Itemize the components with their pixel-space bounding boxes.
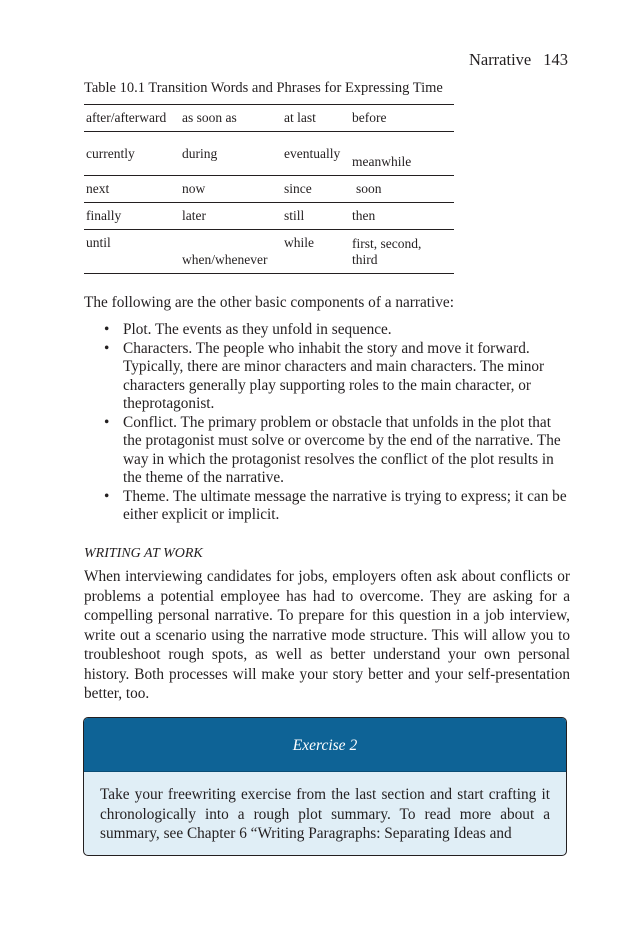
table-cell: later — [180, 203, 282, 230]
table-cell: before — [350, 105, 454, 132]
table-cell: eventually — [282, 132, 350, 176]
table-cell: still — [282, 203, 350, 230]
table-cell: since — [282, 176, 350, 203]
list-item: • Characters. The people who inhabit the story and move it forward. Typically, there are minor characters and main characters. The minor characters generally play supporting roles to the main character, or theprotagonist. — [123, 340, 569, 414]
table-cell: while — [282, 230, 350, 274]
table-row — [84, 203, 454, 230]
table-row — [84, 230, 454, 274]
writing-at-work-heading: WRITING AT WORK — [84, 546, 203, 561]
page-number: 143 — [543, 50, 568, 69]
list-item: • Plot. The events as they unfold in sequence. — [123, 321, 569, 340]
table-cell: finally — [84, 203, 180, 230]
table-cell: after/afterward — [84, 105, 180, 132]
table-cell: as soon as — [180, 105, 282, 132]
table-row — [84, 105, 454, 132]
exercise-title: Exercise 2 — [84, 718, 566, 772]
list-item: • Theme. The ultimate message the narrative is trying to express; it can be either explicit or implicit. — [123, 488, 569, 525]
table-row — [84, 176, 454, 203]
table-cell: next — [84, 176, 180, 203]
running-head-title: Narrative — [468, 50, 532, 69]
table-caption: Table 10.1 Transition Words and Phrases for Expressing Time — [84, 80, 443, 96]
table-cell: currently — [84, 132, 180, 176]
transition-words-table — [84, 104, 454, 274]
table-cell: during — [180, 132, 282, 176]
writing-at-work-body: When interviewing candidates for jobs, employers often ask about conflicts or problems a potential employee has had to overcome. They are asking for a compelling personal narrative. To prepare for this question in a job interview, write out a scenario using the narrative mode structure. This will allow you to troubleshoot rough spots, as well as better understand your own personal history. Both processes will make your story better and your self-presentation better, too. — [84, 568, 570, 702]
table-cell: meanwhile — [350, 132, 454, 176]
table-cell: then — [350, 203, 454, 230]
table-row — [84, 132, 454, 176]
table-cell: soon — [350, 176, 454, 203]
components-intro: The following are the other basic components of a narrative: — [84, 294, 454, 311]
table-cell: first, second, third — [350, 230, 454, 274]
narrative-components-list — [123, 321, 569, 525]
exercise-box — [83, 717, 567, 856]
running-head — [469, 50, 568, 70]
table-cell: at last — [282, 105, 350, 132]
exercise-text: Take your freewriting exercise from the last section and start crafting it chronologically into a rough plot summary. To read more about a summary, see Chapter 6 “Writing Paragraphs: Separating Ideas and — [100, 786, 550, 842]
table-cell: until — [84, 230, 180, 274]
list-item: • Conflict. The primary problem or obstacle that unfolds in the plot that the protagonist must solve or overcome by the end of the narrative. The way in which the protagonist resolves the conflict of the plot results in the theme of the narrative. — [123, 414, 569, 488]
table-cell: when/whenever — [180, 230, 282, 274]
table-cell: now — [180, 176, 282, 203]
